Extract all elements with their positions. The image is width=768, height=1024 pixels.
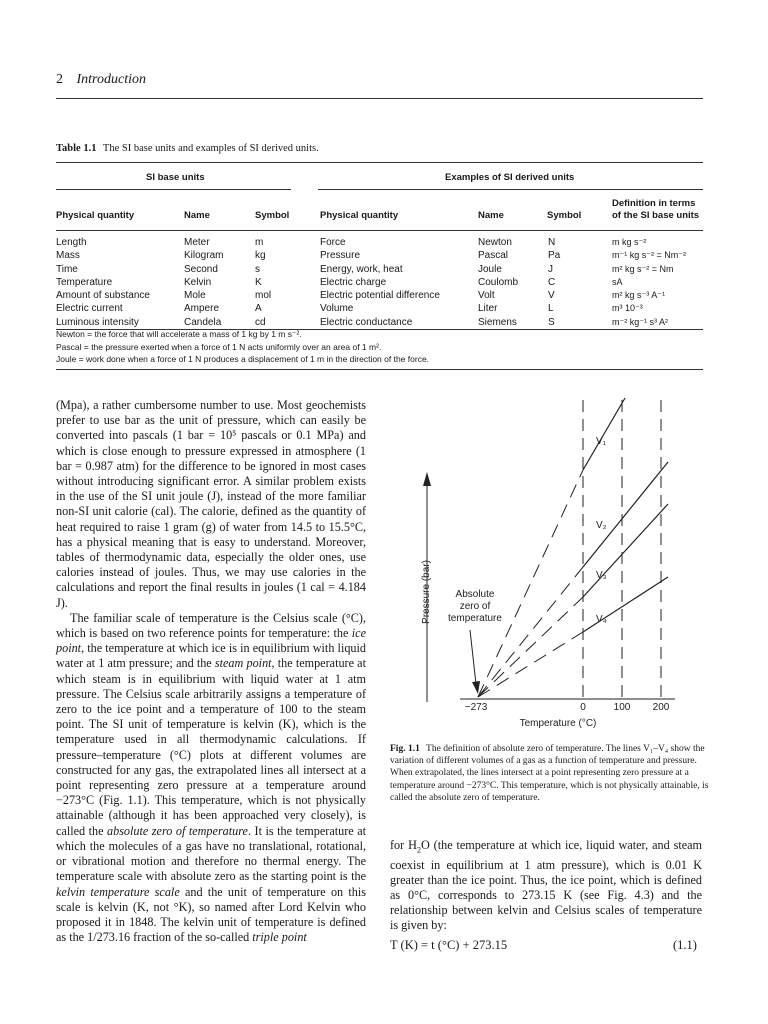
col-header-derived-quantity: Physical quantity — [320, 210, 399, 221]
annotation-line-3: temperature — [448, 613, 502, 624]
table-cell: mol — [255, 290, 272, 302]
right-column-text — [390, 838, 702, 934]
table-cell: m⁻¹ kg s⁻² = Nm⁻² — [612, 250, 686, 261]
table-cell: Meter — [184, 237, 210, 248]
table-cell: Length — [56, 237, 87, 248]
table-cell: kg — [255, 250, 266, 262]
base-symbol-column — [255, 236, 271, 329]
col-header-derived-symbol: Symbol — [547, 210, 582, 221]
tick-label-minus273: −273 — [464, 702, 488, 713]
notes-rule — [56, 369, 703, 370]
table-cell: m — [255, 237, 264, 248]
label-v2: V₂ — [596, 520, 607, 531]
table-cell: Pressure — [320, 250, 361, 262]
extrapolation-v3 — [478, 597, 583, 697]
figure-caption — [390, 743, 710, 804]
extrapolation-v1 — [478, 470, 583, 697]
line-v1 — [583, 398, 625, 470]
section-title: Introduction — [76, 72, 146, 87]
table-cell: Electric conductance — [320, 316, 413, 328]
paragraph — [56, 611, 366, 945]
table-cell: Amount of substance — [56, 290, 150, 302]
table-cell: Second — [184, 263, 218, 275]
table-cell: Candela — [184, 316, 222, 328]
extrapolation-v4 — [478, 632, 583, 697]
table-cell: Temperature — [56, 276, 113, 288]
table-cell: m kg s⁻² — [612, 237, 647, 247]
col-header-derived-name: Name — [478, 210, 504, 221]
y-axis-arrowhead — [423, 472, 431, 486]
term-ice-point: ice point — [56, 626, 366, 656]
text-run: , the temperature at which steam is in equilibrium with liquid water at 1 atm pressure. The Celsius scale arbitrarily assigns a temperature of zero to the ice point and a temperature of 100 to the steam point. The SI unit of temperature is kelvin (K), which is the temperature used in all thermodynamic calculations. If pressure–temperature (°C) plots at different volumes are constructed for any gas, the extrapolated lines all intersect at a point representing zero pressure at a temperature around −273°C (Fig. 1.1). This temperature, which is not physically attainable (although it has been approached very closely), is called the — [56, 656, 366, 838]
text-run: for H — [390, 838, 417, 852]
table-cell: Volt — [478, 290, 495, 302]
paragraph: (Mpa), a rather cumbersome number to use. Most geochemists prefer to use bar as the unit of pressure, which can easily be converted into pascals (1 bar = 10⁵ pascals or 0.1 MPa) and which is close enough to pressure expressed in atmosphere (1 bar = 0.987 atm) for the difference to be ignored in most cases without introducing significant error. A similar problem exists in the use of the SI unit joule (J), instead of the more familiar non-SI unit calorie (cal). The calorie, defined as the quantity of heat required to raise 1 gram (g) of water from 14.5 to 15.5°C, has a physical meaning that is easy to understand. Moreover, tables of thermodynamic data, especially the older ones, use calories instead of joules. Thus, we may use calories in the calculations and report the final results in joules (1 cal = 4.184 J). — [56, 398, 366, 610]
derived-symbol-column — [548, 236, 560, 329]
table-cell: Electric current — [56, 303, 123, 315]
table-cell: Time — [56, 263, 78, 275]
figure-caption-text: The definition of absolute zero of temperature. The lines V₁–V₄ show the variation of different volumes of a gas as a function of temperature and pressure. When extrapolated, the lines intersect at a point representing zero pressure at a temperature around −273°C. This temperature, which is not physically attainable, is called the absolute zero of temperature. — [390, 744, 709, 803]
col-header-definition-1: Definition in terms — [612, 198, 696, 209]
text-run: O (the temperature at which ice, liquid water, and steam coexist in equilibrium at 1 atm pressure), which is 0.01 K greater than the ice point. Thus, the ice point, which is defined as 0°C, corresponds to 273.15 K (see Fig. 4.3) and the relationship between kelvin and Celsius scales of temperature is given by: — [390, 838, 702, 933]
derived-name-column — [478, 236, 518, 329]
extrapolation-v2 — [478, 567, 583, 697]
col-header-symbol: Symbol — [255, 210, 290, 221]
table-caption-text: The SI base units and examples of SI derived units. — [102, 143, 319, 154]
table-cell: Electric potential difference — [320, 290, 440, 302]
text-run: . It is the temperature at which the molecules of a gas have no translational, rotational, or vibrational motion and therefore no thermal energy. The temperature scale with absolute zero as the starting point is the — [56, 823, 367, 884]
table-cell: Electric charge — [320, 276, 387, 288]
table-header-rule — [56, 230, 703, 231]
annotation-line-2: zero of — [459, 601, 491, 612]
label-v1: V₁ — [596, 436, 607, 447]
table-cell: Siemens — [478, 316, 517, 328]
figure-absolute-zero — [400, 392, 700, 737]
tick-label-0: 0 — [580, 702, 586, 713]
col-header-quantity: Physical quantity — [56, 210, 135, 221]
base-group-rule — [56, 189, 291, 190]
term-triple-point: triple point — [252, 930, 307, 945]
table-caption-label: Table 1.1 — [56, 143, 97, 154]
table-caption — [56, 143, 319, 154]
running-head — [56, 72, 146, 88]
col-header-definition-2: of the SI base units — [612, 210, 700, 221]
table-cell: Liter — [478, 303, 498, 315]
group-heading-derived: Examples of SI derived units — [445, 172, 575, 183]
equation: T (K) = t (°C) + 273.15 — [390, 938, 508, 952]
derived-group-rule — [318, 189, 703, 190]
base-quantity-column — [56, 236, 150, 329]
label-v4: V₄ — [596, 614, 607, 625]
table-cell: cd — [255, 316, 266, 328]
table-cell: m² kg s⁻² = Nm — [612, 263, 674, 274]
table-cell: Volume — [320, 303, 354, 315]
term-steam-point: steam point — [214, 656, 272, 671]
term-absolute-zero: absolute zero of temperature — [107, 823, 248, 838]
annotation-line-1: Absolute — [455, 589, 495, 600]
table-cell: Mass — [56, 250, 80, 262]
table-cell: Coulomb — [478, 276, 519, 288]
table-cell: S — [548, 316, 555, 328]
equation-number: (1.1) — [673, 938, 697, 952]
table-note: Newton = the force that will accelerate a mass of 1 kg by 1 m s⁻². — [56, 329, 302, 339]
text-run: and the unit of temperature on this scale is kelvin (K, not °K), so named after Lord Kelvin who proposed it in 1848. The kelvin unit of temperature is defined as the 1/273.16 fraction of the so-called — [56, 884, 366, 945]
y-axis-label: Pressure (bar) — [421, 560, 432, 624]
paragraph — [390, 838, 702, 934]
table-cell: K — [255, 276, 262, 288]
table-cell: m³ 10⁻³ — [612, 303, 643, 314]
table-cell: Ampere — [184, 303, 220, 315]
table-note: Pascal = the pressure exerted when a force of 1 N acts uniformly over an area of 1 m². — [56, 341, 382, 352]
subscript: 2 — [416, 845, 421, 855]
table-cell: N — [548, 237, 556, 248]
text-run: , the temperature at which ice is in equilibrium with liquid water at 1 atm pressure; and the — [56, 641, 366, 671]
page-number: 2 — [56, 72, 63, 87]
annotation-arrowhead — [472, 681, 480, 694]
table-cell: Energy, work, heat — [320, 263, 403, 275]
term-kelvin-scale: kelvin temperature scale — [56, 884, 180, 899]
table-cell: Luminous intensity — [56, 316, 139, 328]
table-top-rule — [56, 162, 703, 163]
table-cell: Pascal — [478, 250, 509, 262]
derived-definition-column — [612, 236, 686, 329]
table-cell: L — [548, 303, 554, 315]
label-v3: V₃ — [596, 570, 607, 581]
tick-label-100: 100 — [613, 702, 631, 713]
figure-label: Fig. 1.1 — [390, 744, 420, 754]
text-run: The familiar scale of temperature is the Celsius scale (°C), which is based on two reference points for temperature: the — [56, 610, 366, 641]
table-cell: s — [255, 263, 260, 275]
table-cell: V — [548, 290, 555, 302]
table-cell: J — [548, 263, 553, 275]
table-cell: Kelvin — [184, 276, 212, 288]
left-column-text — [56, 398, 366, 945]
table-cell: Force — [320, 237, 346, 248]
annotation-arrow — [470, 630, 476, 684]
table-cell: A — [255, 303, 262, 315]
derived-quantity-column — [320, 236, 440, 329]
base-name-column — [184, 236, 223, 329]
table-notes — [56, 328, 429, 366]
header-rule — [56, 98, 703, 99]
table-cell: Pa — [548, 250, 561, 262]
table-cell: Mole — [184, 290, 206, 302]
x-axis-label: Temperature (°C) — [519, 718, 597, 729]
table-cell: Kilogram — [184, 250, 224, 262]
table-cell: m² kg s⁻³ A⁻¹ — [612, 290, 666, 301]
table-cell: m⁻² kg⁻¹ s³ A² — [612, 316, 668, 327]
table-cell: Joule — [478, 263, 502, 275]
table-cell: C — [548, 276, 556, 288]
table-note: Joule = work done when a force of 1 N produces a displacement of 1 m in the direction of the force. — [56, 354, 430, 364]
table-cell: sA — [612, 276, 623, 287]
tick-label-200: 200 — [652, 702, 670, 713]
col-header-name: Name — [184, 210, 210, 221]
table-cell: Newton — [478, 237, 512, 248]
group-heading-base: SI base units — [146, 172, 205, 183]
